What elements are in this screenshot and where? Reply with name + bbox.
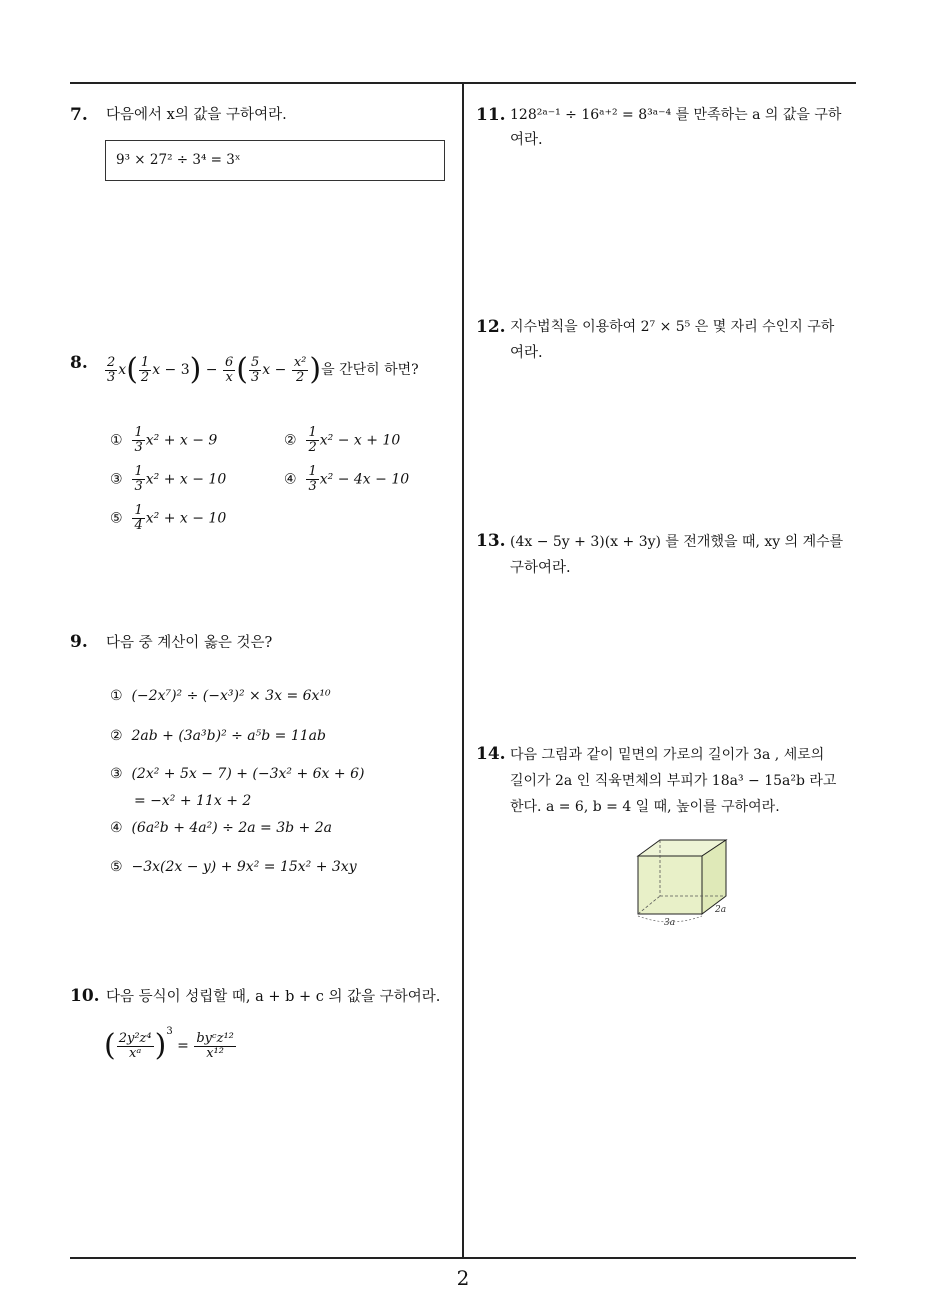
p8-choice-2[interactable]: ② $\frac{1}{2}$ x² − x + 10 [284, 425, 401, 455]
problem-14-number: 14. [476, 744, 506, 764]
p9-choice-2[interactable]: ② 2ab + (3a³b)² ÷ a⁵b = 11ab [110, 728, 326, 744]
p9-choice-5[interactable]: ⑤ −3x(2x − y) + 9x² = 15x² + 3xy [110, 859, 357, 875]
problem-11-number: 11. [476, 105, 506, 125]
problem-12-line2: 여라. [510, 345, 543, 361]
problem-9-text: 다음 중 계산이 옳은 것은? [106, 635, 273, 651]
p9-choice-1[interactable]: ① (−2x⁷)² ÷ (−x³)² × 3x = 6x¹⁰ [110, 688, 331, 704]
problem-13-number: 13. [476, 531, 506, 551]
problem-10-equation: ( $\frac{\text{2y²z⁴}}{\text{xᵃ}}$ )$^3$ = $\frac{\text{byᶜz¹²}}{\text{x¹²}}$ [104, 1026, 234, 1063]
p9-choice-3-line2: = −x² + 11x + 2 [134, 793, 252, 809]
problem-8-expression: $\frac{2}{3}$ x( $\frac{1}{2}$ x − 3) − $\frac{6}{x}$ ( $\frac{5}{3}$ x − $\frac{\text{x²}}{2}$ )을 간단히 하면? [107, 352, 419, 387]
bottom-rule [70, 1257, 856, 1259]
p8-choice-5[interactable]: ⑤ $\frac{1}{4}$ x² + x − 10 [110, 503, 227, 533]
column-divider [462, 82, 464, 1258]
problem-10-number: 10. [70, 986, 100, 1006]
p8-choice-3[interactable]: ③ $\frac{1}{3}$ x² + x − 10 [110, 464, 227, 494]
problem-8-number: 8. [70, 353, 88, 373]
problem-13-line1: (4x − 5y + 3)(x + 3y) 를 전개했을 때, xy 의 계수를 [510, 534, 844, 550]
problem-11-line2: 여라. [510, 132, 543, 148]
problem-9-number: 9. [70, 632, 88, 652]
frac-2-3: $\frac{2}{3}$ [107, 354, 116, 385]
problem-12-number: 12. [476, 317, 506, 337]
cuboid-front-face [638, 856, 702, 914]
problem-10-text: 다음 등식이 성립할 때, a + b + c 의 값을 구하여라. [106, 989, 441, 1005]
problem-11-line1: 128²ᵃ⁻¹ ÷ 16ᵃ⁺² = 8³ᵃ⁻⁴ 를 만족하는 a 의 값을 구하 [510, 107, 842, 123]
cuboid-depth-label: 2a [715, 905, 727, 915]
problem-7-text: 다음에서 x의 값을 구하여라. [106, 107, 287, 123]
problem-14-line2: 길이가 2a 인 직육면체의 부피가 18a³ − 15a²b 라고 [510, 773, 837, 789]
problem-8-suffix: 을 간단히 하면? [321, 362, 419, 378]
problem-12-line1: 지수법칙을 이용하여 2⁷ × 5⁵ 은 몇 자리 수인지 구하 [510, 319, 835, 335]
problem-7-box: 9³ × 27² ÷ 3⁴ = 3ˣ [105, 140, 445, 181]
cuboid-figure [630, 836, 740, 928]
p9-choice-3[interactable]: ③ (2x² + 5x − 7) + (−3x² + 6x + 6) [110, 766, 365, 782]
problem-14-line3: 한다. a = 6, b = 4 일 때, 높이를 구하여라. [510, 799, 780, 815]
cuboid-width-label: 3a [664, 918, 676, 928]
p9-choice-4[interactable]: ④ (6a²b + 4a²) ÷ 2a = 3b + 2a [110, 820, 332, 836]
p8-choice-4[interactable]: ④ $\frac{1}{3}$ x² − 4x − 10 [284, 464, 410, 494]
problem-7-number: 7. [70, 105, 88, 125]
problem-14-line1: 다음 그림과 같이 밑면의 가로의 길이가 3a , 세로의 [510, 747, 825, 763]
page-number: 2 [456, 1266, 470, 1290]
problem-13-line2: 구하여라. [510, 560, 571, 576]
p8-choice-1[interactable]: ① $\frac{1}{3}$ x² + x − 9 [110, 425, 218, 455]
